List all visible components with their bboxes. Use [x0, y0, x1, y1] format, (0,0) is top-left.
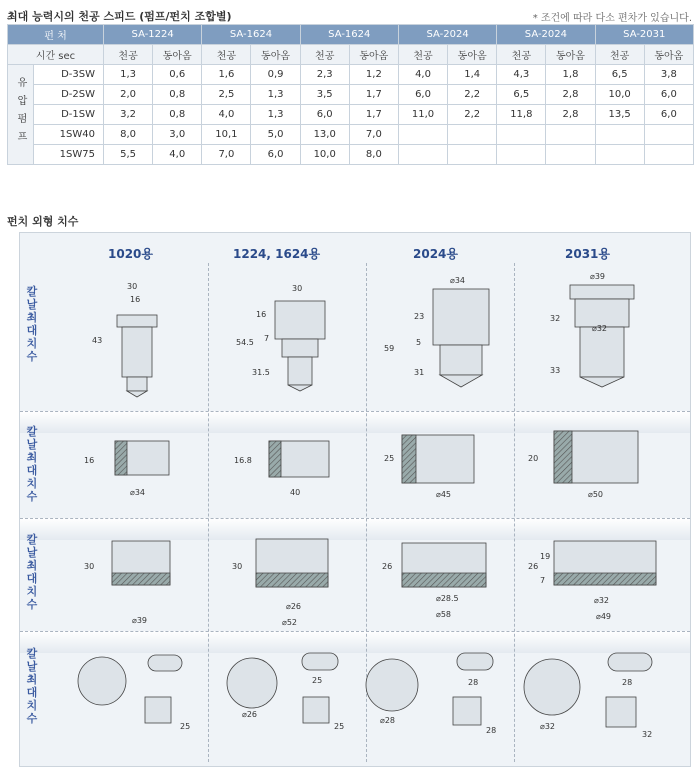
speed-value: 2,0	[104, 85, 153, 105]
speed-value: 11,8	[497, 105, 546, 125]
shape-oval-1020	[148, 655, 182, 671]
dim-label: 28	[486, 726, 497, 735]
dim-label: ⌀45	[436, 490, 451, 499]
dim-label: 25	[312, 676, 323, 685]
model-header: SA-2024	[497, 25, 595, 45]
dim-label: 25	[384, 454, 395, 463]
speed-value: 2,8	[546, 105, 595, 125]
speed-value: 6,0	[300, 105, 349, 125]
model-header: SA-1624	[202, 25, 300, 45]
die-2031-hatch	[554, 431, 572, 483]
speed-value: 2,2	[448, 85, 497, 105]
table-row	[8, 85, 694, 105]
speed-value	[497, 145, 546, 165]
pump-name: 1SW75	[34, 145, 104, 165]
die-2024-hatch	[402, 435, 416, 483]
speed-value: 1,2	[349, 65, 398, 85]
column-header: 1020용	[108, 247, 153, 261]
sub-header: 천공	[300, 45, 349, 65]
speed-value	[644, 145, 693, 165]
shape-square-2031	[606, 697, 636, 727]
speed-value: 5,0	[251, 125, 300, 145]
speed-value: 2,5	[202, 85, 251, 105]
speed-value: 6,0	[644, 85, 693, 105]
speed-value: 3,8	[644, 65, 693, 85]
sub-header: 동아옴	[448, 45, 497, 65]
die-1224-hatch	[269, 441, 281, 477]
time-header: 시간 sec	[8, 45, 104, 65]
punch-header: 펀 처	[8, 25, 104, 45]
table-row	[8, 145, 694, 165]
column-header: 2024용	[413, 247, 458, 261]
speed-value	[448, 145, 497, 165]
stripper-2024-hatch	[402, 573, 486, 587]
pump-name: D-2SW	[34, 85, 104, 105]
shape-round-2031	[524, 659, 580, 715]
dimension-drawings	[20, 233, 690, 766]
punch-2031-side	[570, 285, 634, 387]
speed-value: 3,5	[300, 85, 349, 105]
dim-label: ⌀32	[594, 596, 609, 605]
dim-label: 40	[290, 488, 301, 497]
sub-header: 천공	[202, 45, 251, 65]
speed-value: 0,8	[153, 85, 202, 105]
dim-label: 5	[416, 338, 422, 347]
dim-label: ⌀28	[380, 716, 395, 725]
table-header-sub	[8, 45, 694, 65]
speed-value: 3,0	[153, 125, 202, 145]
shape-square-1020	[145, 697, 171, 723]
speed-value: 5,5	[104, 145, 153, 165]
pump-label-cell	[8, 65, 34, 165]
dim-label: 30	[127, 282, 138, 291]
row-label: 칼날최대치수	[26, 533, 38, 611]
shape-square-1224	[303, 697, 329, 723]
pump-name: D-1SW	[34, 105, 104, 125]
punch-1224-side	[275, 301, 325, 391]
speed-value: 4,3	[497, 65, 546, 85]
sub-header: 동아옴	[153, 45, 202, 65]
model-header: SA-2031	[595, 25, 693, 45]
shape-square-2024	[453, 697, 481, 725]
dim-label: 23	[414, 312, 425, 321]
speed-value	[497, 125, 546, 145]
dim-label: 54.5	[236, 338, 254, 347]
dim-label: 30	[84, 562, 95, 571]
speed-value: 4,0	[398, 65, 447, 85]
speed-value: 1,3	[251, 85, 300, 105]
sub-header: 천공	[497, 45, 546, 65]
dim-label: 30	[232, 562, 243, 571]
row-label: 칼날최대치수	[26, 285, 38, 363]
dim-label: 19	[540, 552, 551, 561]
dim-label: 31	[414, 368, 425, 377]
stripper-2031-hatch	[554, 573, 656, 585]
dim-label: 32	[550, 314, 561, 323]
table-row	[8, 65, 694, 85]
pump-name: D-3SW	[34, 65, 104, 85]
speed-value	[398, 125, 447, 145]
speed-value: 6,5	[497, 85, 546, 105]
sub-header: 천공	[398, 45, 447, 65]
model-header: SA-1224	[104, 25, 202, 45]
speed-value	[595, 145, 644, 165]
dim-label: ⌀39	[132, 616, 147, 625]
dim-label: 7	[540, 576, 546, 585]
dim-label: ⌀50	[588, 490, 603, 499]
stripper-1020-hatch	[112, 573, 170, 585]
speed-value: 2,8	[546, 85, 595, 105]
dim-label: ⌀58	[436, 610, 451, 619]
dim-label: 16	[130, 295, 141, 304]
speed-value	[398, 145, 447, 165]
sub-header: 동아옴	[349, 45, 398, 65]
speed-value: 1,7	[349, 85, 398, 105]
shape-round-1224	[227, 658, 277, 708]
dim-label: 30	[292, 284, 303, 293]
sub-header: 천공	[104, 45, 153, 65]
table-header-models	[8, 25, 694, 45]
deviation-note: * 조건에 따라 다소 편차가 있습니다.	[532, 13, 692, 24]
dim-label: 16	[256, 310, 267, 319]
speed-value: 13,0	[300, 125, 349, 145]
shape-oval-2031	[608, 653, 652, 671]
dim-label: 59	[384, 344, 395, 353]
speed-value: 2,3	[300, 65, 349, 85]
dim-label: ⌀34	[450, 276, 465, 285]
dim-label: ⌀52	[282, 618, 297, 627]
column-header: 1224, 1624용	[233, 247, 321, 261]
speed-value: 1,4	[448, 65, 497, 85]
speed-value: 3,2	[104, 105, 153, 125]
dim-label: 20	[528, 454, 539, 463]
dim-label: 28	[468, 678, 479, 687]
speed-value: 10,0	[595, 85, 644, 105]
dim-label: 33	[550, 366, 561, 375]
shape-oval-1224	[302, 653, 338, 670]
speed-value: 1,7	[349, 105, 398, 125]
dim-label: 43	[92, 336, 103, 345]
speed-value: 6,5	[595, 65, 644, 85]
dim-label: ⌀39	[590, 272, 605, 281]
dim-label: 16.8	[234, 456, 252, 465]
dim-label: ⌀34	[130, 488, 145, 497]
sub-header: 동아옴	[644, 45, 693, 65]
speed-value: 13,5	[595, 105, 644, 125]
speed-value: 1,3	[251, 105, 300, 125]
pump-name: 1SW40	[34, 125, 104, 145]
dim-label: ⌀49	[596, 612, 611, 621]
speed-value: 1,8	[546, 65, 595, 85]
speed-value: 7,0	[349, 125, 398, 145]
speed-value: 1,6	[202, 65, 251, 85]
pump-label: 유압펌프	[15, 77, 26, 149]
die-1020-hatch	[115, 441, 127, 475]
speed-value	[546, 125, 595, 145]
dim-label: ⌀32	[540, 722, 555, 731]
column-header: 2031용	[565, 247, 610, 261]
speed-value	[546, 145, 595, 165]
model-header: SA-2024	[398, 25, 496, 45]
shape-round-1020	[78, 657, 126, 705]
speed-value: 1,3	[104, 65, 153, 85]
speed-value: 8,0	[349, 145, 398, 165]
sub-header: 천공	[595, 45, 644, 65]
dim-label: ⌀32	[592, 324, 607, 333]
speed-value: 7,0	[202, 145, 251, 165]
sub-header: 동아옴	[251, 45, 300, 65]
speed-value: 0,9	[251, 65, 300, 85]
speed-table	[7, 24, 694, 165]
dim-label: 31.5	[252, 368, 270, 377]
row-label: 칼날최대치수	[26, 647, 38, 725]
dim-label: ⌀28.5	[436, 594, 459, 603]
model-header: SA-1624	[300, 25, 398, 45]
dim-label: 25	[334, 722, 345, 731]
speed-value: 0,6	[153, 65, 202, 85]
speed-value: 0,8	[153, 105, 202, 125]
punch-2024-side	[433, 289, 489, 387]
speed-value: 4,0	[153, 145, 202, 165]
punch-dimension-diagram	[19, 232, 691, 767]
dim-label: ⌀26	[286, 602, 301, 611]
row-label: 칼날최대치수	[26, 425, 38, 503]
speed-value: 10,1	[202, 125, 251, 145]
dim-label: 28	[622, 678, 633, 687]
dim-label: 26	[528, 562, 539, 571]
sub-header: 동아옴	[546, 45, 595, 65]
stripper-1224-hatch	[256, 573, 328, 587]
punch-dimensions-title: 펀치 외형 치수	[7, 215, 79, 228]
speed-value: 8,0	[104, 125, 153, 145]
speed-value: 6,0	[644, 105, 693, 125]
dim-label: 25	[180, 722, 191, 731]
shape-oval-2024	[457, 653, 493, 670]
speed-value: 2,2	[448, 105, 497, 125]
speed-value: 6,0	[398, 85, 447, 105]
table-row	[8, 125, 694, 145]
dim-label: 16	[84, 456, 95, 465]
speed-value: 11,0	[398, 105, 447, 125]
speed-value: 10,0	[300, 145, 349, 165]
speed-value	[644, 125, 693, 145]
shape-round-2024	[366, 659, 418, 711]
dim-label: 7	[264, 334, 270, 343]
dim-label: ⌀26	[242, 710, 257, 719]
speed-table-title: 최대 능력시의 천공 스피드 (펌프/펀치 조합별)	[7, 10, 232, 23]
dim-label: 32	[642, 730, 653, 739]
speed-value	[595, 125, 644, 145]
punch-1020-side	[117, 315, 157, 397]
speed-value	[448, 125, 497, 145]
table-row	[8, 105, 694, 125]
speed-value: 6,0	[251, 145, 300, 165]
speed-value: 4,0	[202, 105, 251, 125]
dim-label: 26	[382, 562, 393, 571]
